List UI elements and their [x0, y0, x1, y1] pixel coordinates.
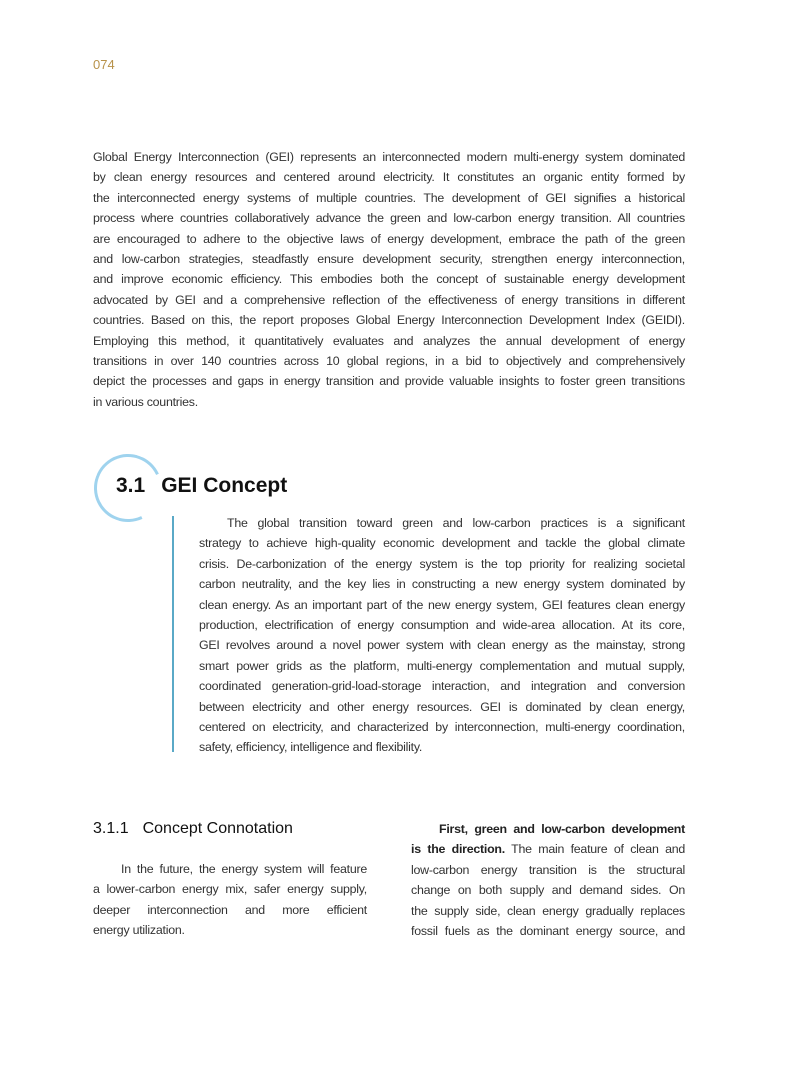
text-line: between electricity and other energy resources. GEI is dominated by clean energy, — [199, 699, 685, 714]
text-line: and low-carbon strategies, steadfastly ensure development security, strengthen energy interconnection, — [93, 251, 685, 266]
text-line: are encouraged to adhere to the objective laws of energy development, embrace the path of the green — [93, 231, 685, 246]
text-line: low-carbon energy transition is the structural — [411, 862, 685, 877]
subsection-heading — [93, 820, 293, 838]
section-accent-line — [172, 516, 174, 752]
section-title: GEI Concept — [161, 474, 288, 497]
section-heading — [116, 474, 287, 498]
text-line: in various countries. — [93, 394, 198, 409]
left-column-paragraph — [93, 859, 367, 941]
page-number: 074 — [93, 57, 115, 72]
text-line: smart power grids as the platform, multi-energy complementation and mutual supply, — [199, 658, 685, 673]
subsection-number: 3.1.1 — [93, 820, 129, 837]
right-column-paragraph — [411, 819, 685, 941]
text-line: a lower-carbon energy mix, safer energy supply, — [93, 882, 367, 897]
text-line: the interconnected energy systems of multiple countries. The development of GEI signifies a historical — [93, 190, 685, 205]
text-line: process where countries collaboratively advance the green and low-carbon energy transition. All countries — [93, 211, 685, 226]
text-line: transitions in over 140 countries across 10 global regions, in a bid to objectively and comprehensively — [93, 353, 685, 368]
bold-lead: is the direction. — [411, 842, 505, 857]
text-line: strategy to achieve high-quality economic development and tackle the global climate — [199, 536, 685, 551]
text-line: clean energy. As an important part of the new energy system, GEI features clean energy — [199, 597, 685, 612]
text-line: fossil fuels as the dominant energy source, and — [411, 923, 685, 938]
subsection-title: Concept Connotation — [142, 820, 293, 837]
text-line: energy utilization. — [93, 923, 185, 938]
text-line: change on both supply and demand sides. On — [411, 883, 685, 898]
text-line: production, electrification of energy consumption and wide-area allocation. At its core, — [199, 617, 685, 632]
text-line: coordinated generation-grid-load-storage interaction, and integration and conversion — [199, 679, 685, 694]
text-line: The global transition toward green and low-carbon practices is a significant — [227, 516, 685, 530]
text-line: Employing this method, it quantitatively evaluates and analyzes the annual development of energy — [93, 333, 685, 348]
text-line: advocated by GEI and a comprehensive reflection of the effectiveness of energy transitions in different — [93, 292, 685, 307]
text-line: In the future, the energy system will feature — [121, 862, 367, 876]
intro-paragraph — [93, 147, 685, 412]
text-line: Global Energy Interconnection (GEI) represents an interconnected modern multi-energy system dominated — [93, 150, 685, 164]
text-line: the supply side, clean energy gradually replaces — [411, 903, 685, 918]
text-line: deeper interconnection and more efficient — [93, 902, 367, 917]
section-number: 3.1 — [116, 474, 146, 497]
bold-lead: First, green and low-carbon development — [439, 822, 685, 836]
text-line: depict the processes and gaps in energy transition and provide valuable insights to foster green transitions — [93, 374, 685, 389]
concept-paragraph — [199, 513, 685, 758]
text-line: by clean energy resources and centered around electricity. It constitutes an organic entity formed by — [93, 170, 685, 185]
text-line: GEI revolves around a novel power system with clean energy as the mainstay, strong — [199, 638, 685, 653]
text-line: and improve economic efficiency. This embodies both the concept of sustainable energy development — [93, 272, 685, 287]
text-line: carbon neutrality, and the key lies in constructing a new energy system dominated by — [199, 577, 685, 592]
text-span: The main feature of clean and — [504, 842, 685, 857]
text-line: safety, efficiency, intelligence and flexibility. — [199, 740, 423, 755]
text-line: centered on electricity, and characterized by interconnection, multi-energy coordination, — [199, 719, 685, 734]
text-line: countries. Based on this, the report proposes Global Energy Interconnection Development Index (GEIDI). — [93, 313, 685, 328]
text-line: crisis. De-carbonization of the energy system is the top priority for realizing societal — [199, 556, 685, 571]
